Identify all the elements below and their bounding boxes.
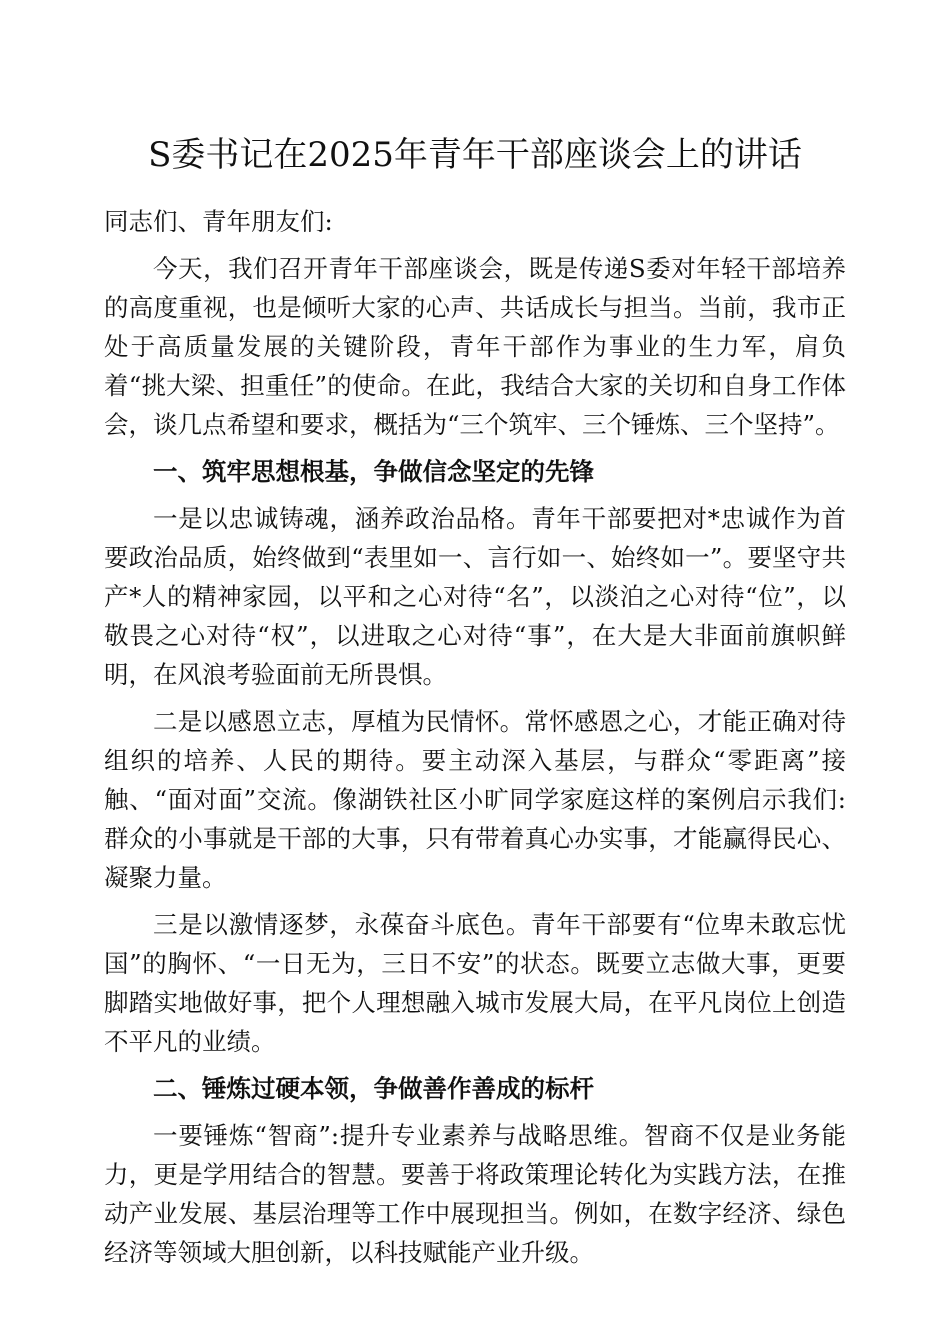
salutation: 同志们、青年朋友们:	[104, 207, 333, 236]
document-page	[104, 130, 846, 1280]
section-1-paragraph-2: 二是以感恩立志，厚植为民情怀。常怀感恩之心，才能正确对待组织的培养、人民的期待。要主动深入基层，与群众“零距离”接触、“面对面”交流。像湖铁社区小旷同学家庭这样的案例启示我们:群众的小事就是干部的大事，只有带着真心办实事，才能赢得民心、凝聚力量。	[104, 707, 846, 892]
document-title: S委书记在2025年青年干部座谈会上的讲话	[148, 135, 802, 175]
section-1-heading: 一、筑牢思想根基，争做信念坚定的先锋	[153, 457, 594, 486]
section-1-paragraph-1: 一是以忠诚铸魂，涵养政治品格。青年干部要把对*忠诚作为首要政治品质，始终做到“表里如一、言行如一、始终如一”。要坚守共产*人的精神家园，以平和之心对待“名”，以淡泊之心对待“位”，以敬畏之心对待“权”，以进取之心对待“事”，在大是大非面前旗帜鲜明，在风浪考验面前无所畏惧。	[104, 504, 846, 689]
section-1-paragraph-3: 三是以激情逐梦，永葆奋斗底色。青年干部要有“位卑未敢忘忧国”的胸怀、“一日无为，三日不安”的状态。既要立志做大事，更要脚踏实地做好事，把个人理想融入城市发展大局，在平凡岗位上创造不平凡的业绩。	[104, 910, 846, 1056]
section-2-heading: 二、锤炼过硬本领，争做善作善成的标杆	[153, 1074, 594, 1103]
section-2-paragraph-1: 一要锤炼“智商”:提升专业素养与战略思维。智商不仅是业务能力，更是学用结合的智慧。要善于将政策理论转化为实践方法，在推动产业发展、基层治理等工作中展现担当。例如，在数字经济、绿色经济等领域大胆创新，以科技赋能产业升级。	[104, 1121, 846, 1267]
intro-paragraph: 今天，我们召开青年干部座谈会，既是传递S委对年轻干部培养的高度重视，也是倾听大家的心声、共话成长与担当。当前，我市正处于高质量发展的关键阶段，青年干部作为事业的生力军，肩负着“挑大梁、担重任”的使命。在此，我结合大家的关切和自身工作体会，谈几点希望和要求，概括为“三个筑牢、三个锤炼、三个坚持”。	[104, 254, 846, 439]
